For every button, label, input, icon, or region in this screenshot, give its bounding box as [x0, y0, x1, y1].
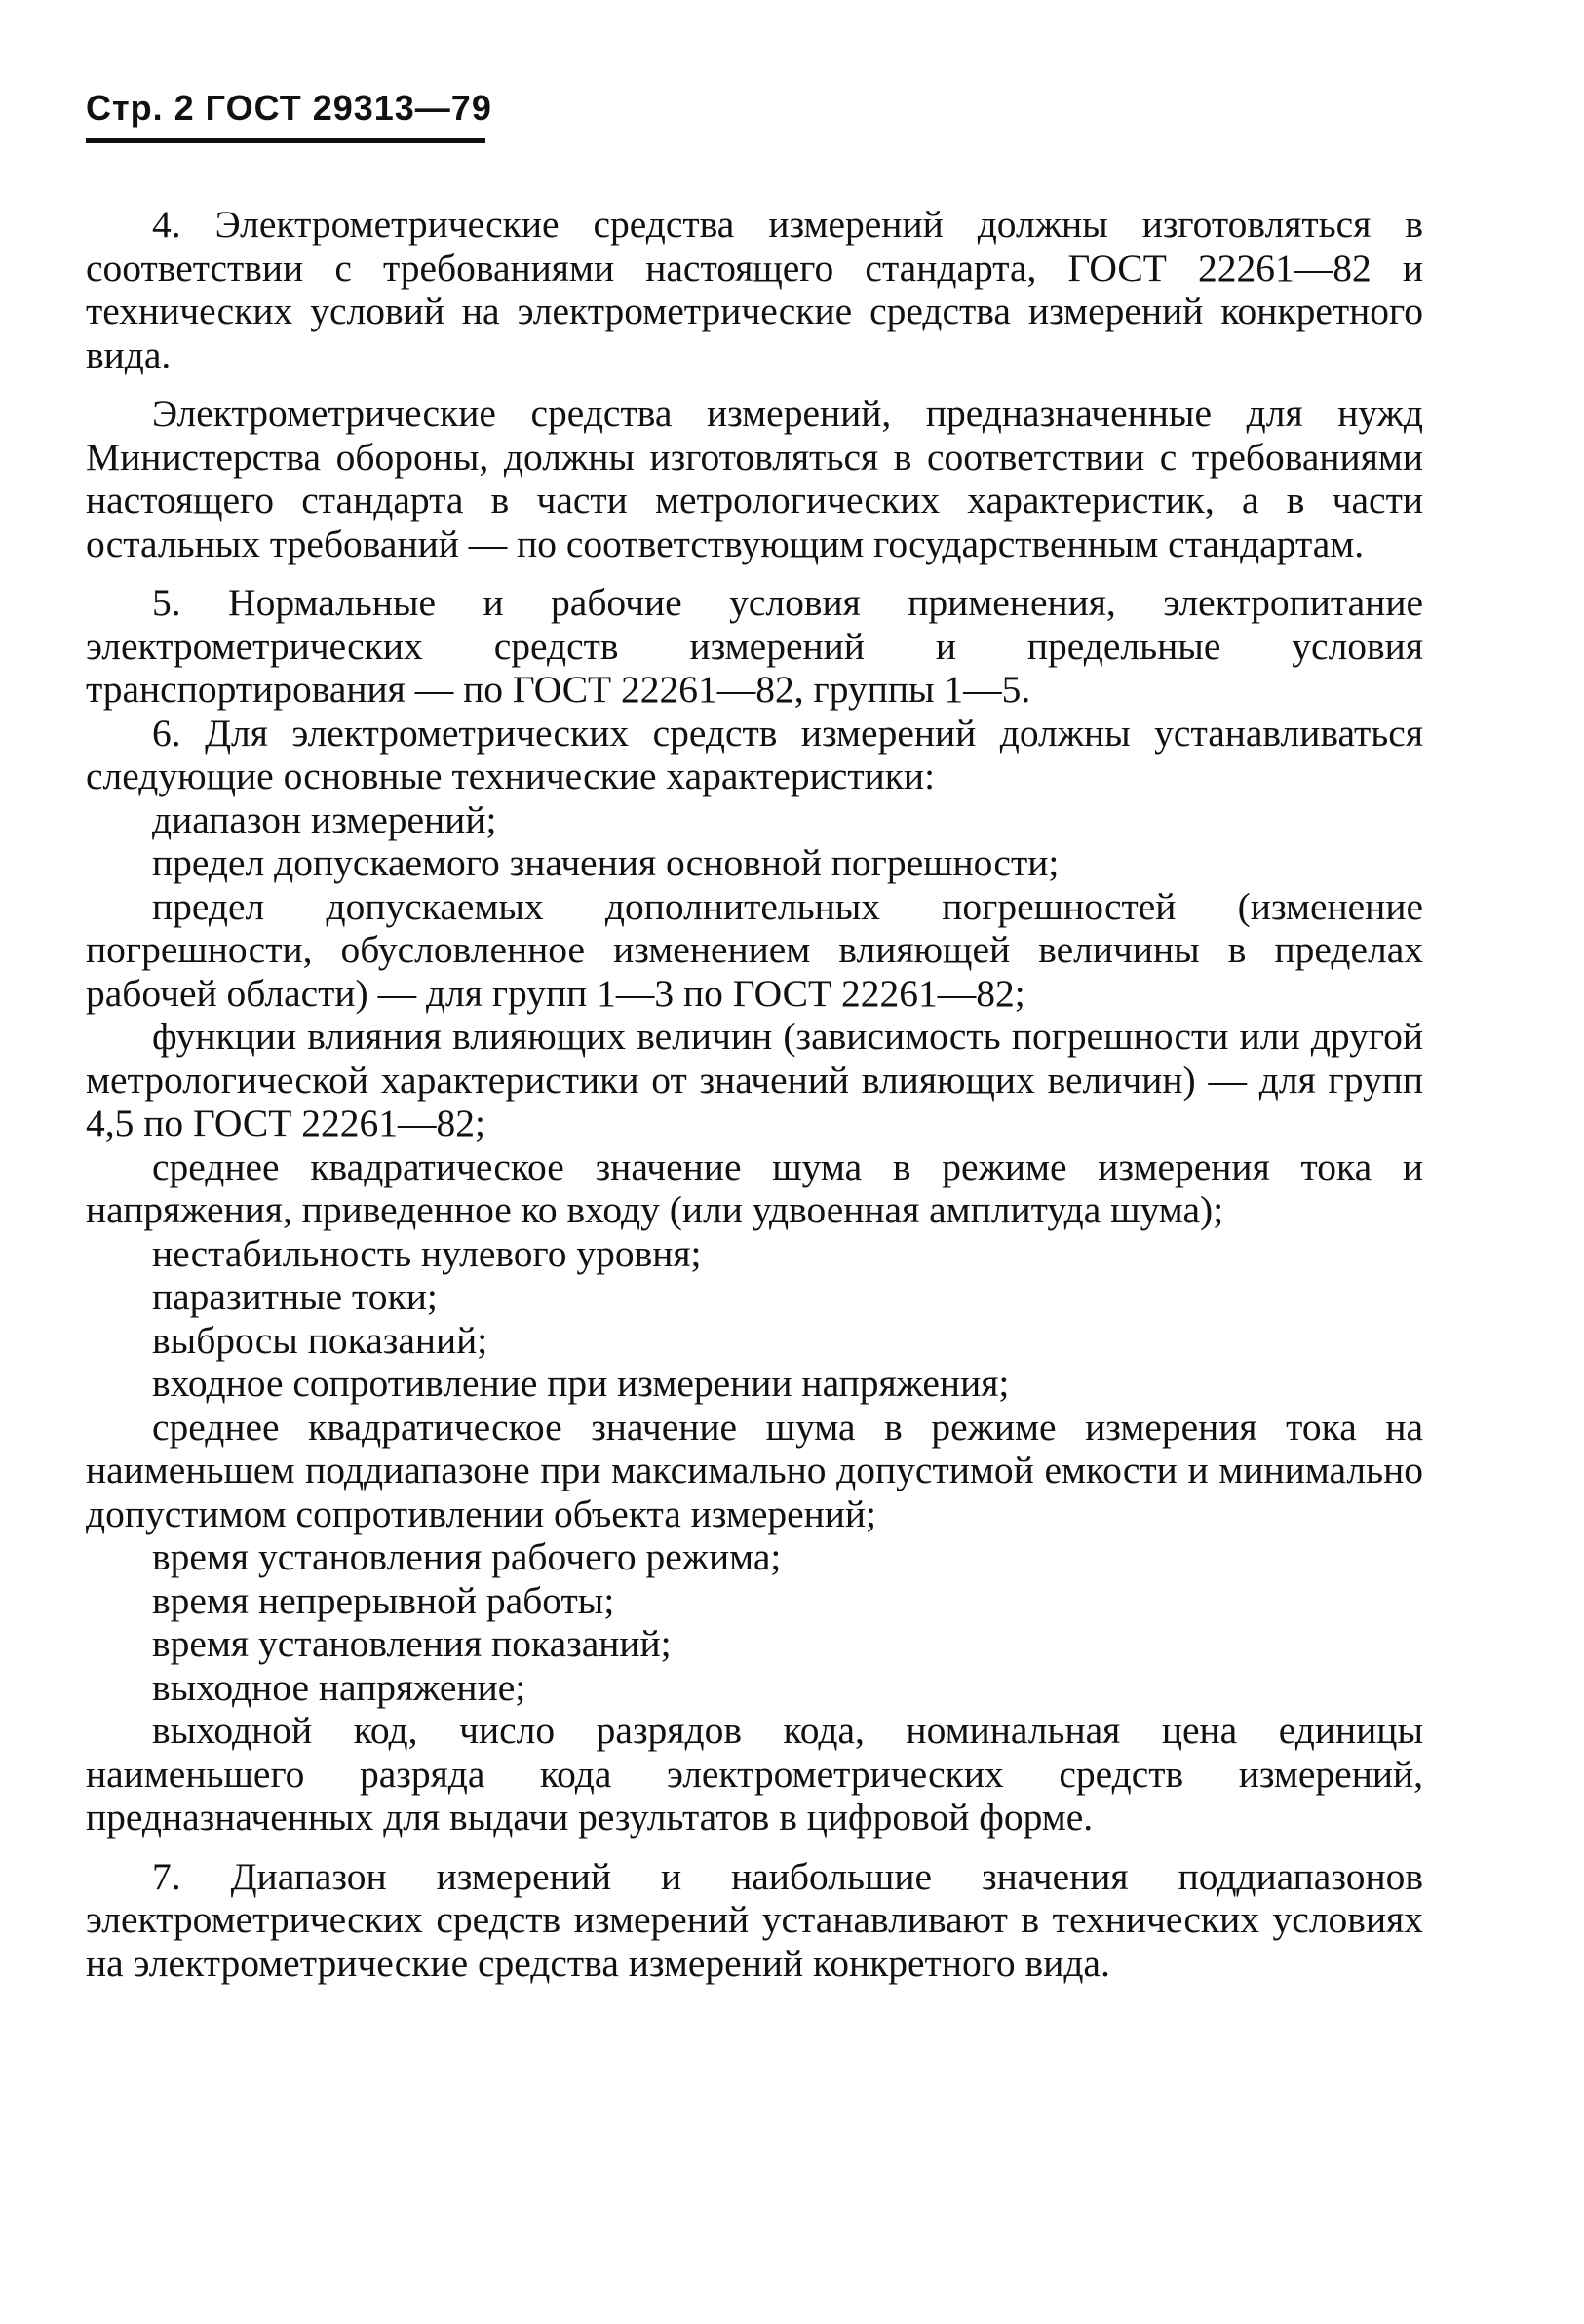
- list-item: выходной код, число разрядов кода, номинальная цена единицы наименьшего разряда кода электрометрических средств измерений, предназначенных для выдачи результатов в цифровой форме.: [86, 1709, 1423, 1839]
- list-item: время непрерывной работы;: [152, 1578, 615, 1622]
- list-item: выходное напряжение;: [152, 1665, 526, 1709]
- list-item: функции влияния влияющих величин (зависимость погрешности или другой метрологической характеристики от значений влияющих величин) — для групп 4,5 по ГОСТ 22261—82;: [86, 1015, 1423, 1144]
- header-rule: [86, 138, 485, 143]
- paragraph-p5: 5. Нормальные и рабочие условия применения, электропитание электрометрических средств измерений и предельные условия транспортирования — по ГОСТ 22261—82, группы 1—5.: [86, 581, 1423, 711]
- list-item: предел допускаемых дополнительных погрешностей (изменение погрешности, обусловленное изменением влияющей величины в пределах рабочей области) — для групп 1—3 по ГОСТ 22261—82;: [86, 884, 1423, 1015]
- page-number: Стр. 2: [86, 88, 195, 128]
- paragraph-p4b: Электрометрические средства измерений, предназначенные для нужд Министерства обороны, должны изготовляться в соответствии с требованиями настоящего стандарта в части метрологических характеристик, а в части остальных требований — по соответствующим государственным стандартам.: [86, 392, 1423, 565]
- document-page: [86, 0, 1423, 2324]
- document-body: [86, 203, 1423, 1985]
- paragraph-p4: 4. Электрометрические средства измерений должны изготовляться в соответствии с требованиями настоящего стандарта, ГОСТ 22261—82 и технических условий на электрометрические средства измерений конкретного вида.: [86, 203, 1423, 376]
- list-item: предел допускаемого значения основной погрешности;: [152, 841, 1060, 884]
- list-item: диапазон измерений;: [152, 797, 497, 841]
- list-item: нестабильность нулевого уровня;: [152, 1231, 702, 1275]
- list-item: среднее квадратическое значение шума в режиме измерения тока на наименьшем поддиапазоне при максимально допустимой емкости и минимально допустимом сопротивлении объекта измерений;: [86, 1405, 1423, 1535]
- list-item: время установления показаний;: [152, 1622, 672, 1665]
- paragraph-p7: 7. Диапазон измерений и наибольшие значения поддиапазонов электрометрических средств измерений устанавливают в технических условиях на электрометрические средства измерений конкретного вида.: [86, 1854, 1423, 1985]
- paragraph-p6: 6. Для электрометрических средств измерений должны устанавливаться следующие основные технические характеристики:: [86, 711, 1423, 797]
- page-header: [86, 88, 492, 129]
- list-item: время установления рабочего режима;: [152, 1535, 782, 1578]
- list-item: среднее квадратическое значение шума в режиме измерения тока и напряжения, приведенное ко входу (или удвоенная амплитуда шума);: [86, 1144, 1423, 1231]
- standard-number: ГОСТ 29313—79: [205, 88, 492, 128]
- list-item: входное сопротивление при измерении напряжения;: [152, 1362, 1010, 1405]
- list-item: выбросы показаний;: [152, 1318, 488, 1362]
- list-item: паразитные токи;: [152, 1275, 438, 1318]
